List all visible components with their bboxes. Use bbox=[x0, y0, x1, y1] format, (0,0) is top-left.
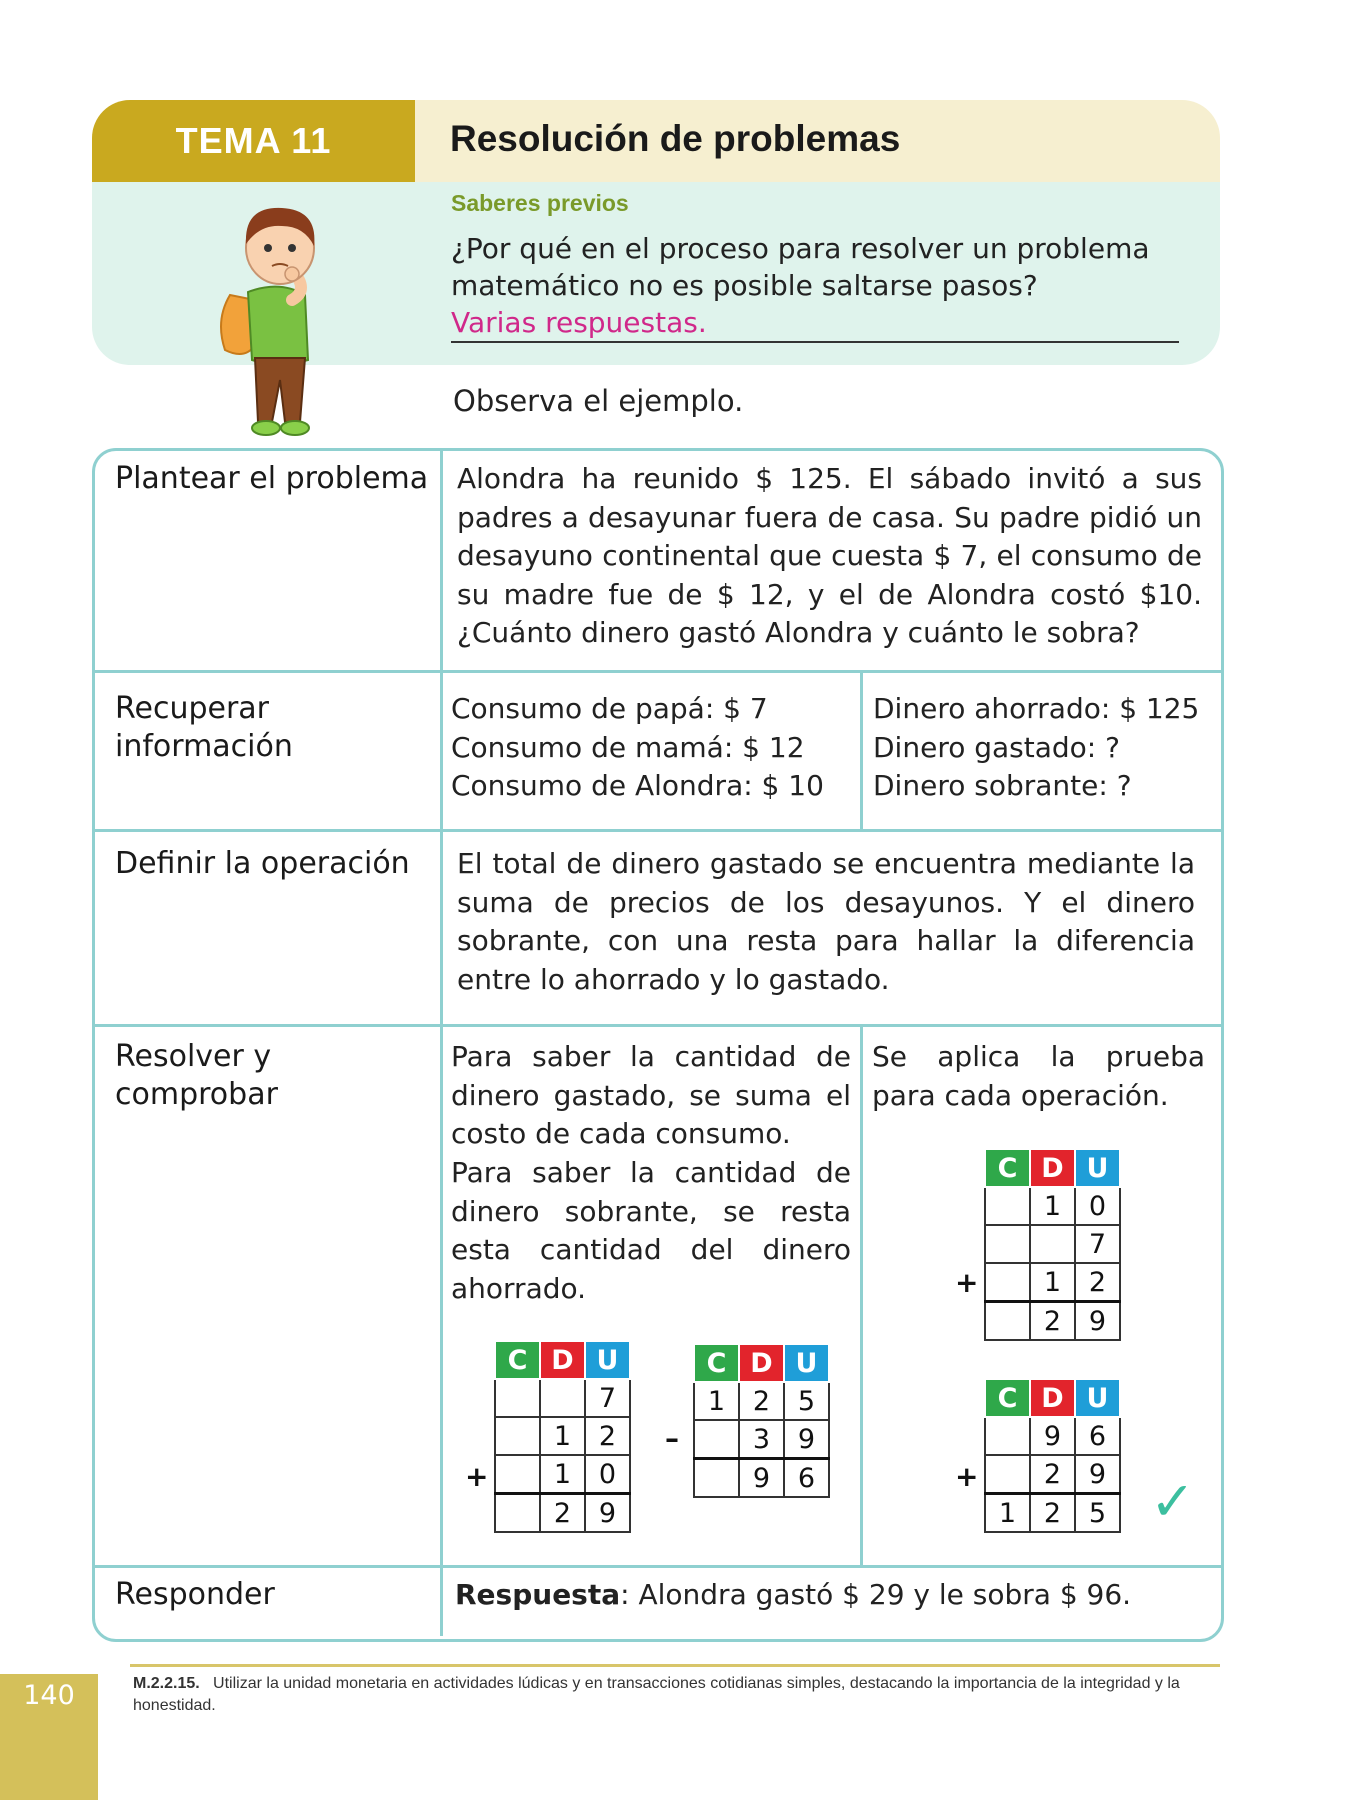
money-item: Dinero sobrante: ? bbox=[873, 769, 1132, 802]
step-recuperar-label: Recuperar información bbox=[115, 691, 293, 764]
money-item: Dinero ahorrado: $ 125 bbox=[873, 692, 1200, 725]
row-divider bbox=[92, 1024, 1221, 1027]
consumption-list bbox=[451, 690, 824, 806]
check-sum-grid: C D U 1 0 7 1 2 2 9 bbox=[984, 1148, 1121, 1341]
consumption-item: Consumo de Alondra: $ 10 bbox=[451, 769, 824, 802]
check-explanation: Se aplica la prueba para cada operación. bbox=[872, 1040, 1205, 1112]
thinking-boy-illustration bbox=[200, 200, 360, 440]
plus-sign: + bbox=[955, 1266, 979, 1299]
operation-definition: El total de dinero gastado se encuentra mediante la suma de precios de los desayunos. Y el dinero sobrante, con una resta para hallar la diferencia entre lo ahorrado y lo gastado. bbox=[457, 847, 1195, 996]
subtraction-grid: C D U 1 2 5 3 9 9 6 bbox=[693, 1343, 830, 1498]
column-divider bbox=[860, 1024, 863, 1565]
step-plantear-label: Plantear el problema bbox=[115, 461, 429, 496]
sum-grid: C D U 7 1 2 1 0 2 9 bbox=[494, 1340, 631, 1533]
instruction-text: Observa el ejemplo. bbox=[453, 384, 744, 418]
page-number: 140 bbox=[0, 1674, 98, 1800]
check-icon: ✓ bbox=[1150, 1470, 1196, 1533]
plus-sign: + bbox=[465, 1460, 489, 1493]
page-title: Resolución de problemas bbox=[450, 118, 901, 159]
prior-knowledge-label: Saberes previos bbox=[451, 190, 629, 216]
consumption-item: Consumo de papá: $ 7 bbox=[451, 692, 768, 725]
final-answer: Respuesta: Alondra gastó $ 29 y le sobra $ 96. bbox=[455, 1578, 1132, 1611]
problem-statement: Alondra ha reunido $ 125. El sábado invitó a sus padres a desayunar fuera de casa. Su padre pidió un desayuno continental que cuesta $ 7, el consumo de su madre fue de $ 12, y el de Alondra costó $10. ¿Cuánto dinero gastó Alondra y cuánto le sobra? bbox=[457, 462, 1202, 649]
plus-sign: + bbox=[955, 1460, 979, 1493]
row-divider bbox=[92, 670, 1221, 673]
column-divider bbox=[440, 450, 443, 1636]
row-divider bbox=[92, 1565, 1221, 1568]
subtraction-explanation: Para saber la cantidad de dinero sobrante, se resta esta cantidad del dinero ahorrado. bbox=[451, 1156, 851, 1305]
step-definir-label: Definir la operación bbox=[115, 846, 410, 881]
sum-explanation: Para saber la cantidad de dinero gastado, se suma el costo de cada consumo. bbox=[451, 1040, 851, 1150]
prior-knowledge-answer: Varias respuestas. bbox=[451, 306, 1179, 343]
curriculum-note: M.2.2.15. Utilizar la unidad monetaria en actividades lúdicas y en transacciones cotidianas simples, destacando la importancia de la integridad y la honestidad. bbox=[133, 1675, 1180, 1714]
prior-knowledge-question: ¿Por qué en el proceso para resolver un problema matemático no es posible saltarse pasos? bbox=[451, 232, 1150, 302]
step-resolver-label: Resolver y comprobar bbox=[115, 1039, 278, 1112]
tema-label: TEMA 11 bbox=[92, 100, 415, 182]
money-list bbox=[873, 690, 1199, 806]
step-responder-label: Responder bbox=[115, 1577, 275, 1612]
money-item: Dinero gastado: ? bbox=[873, 730, 1120, 764]
footer-divider bbox=[130, 1664, 1220, 1667]
column-divider bbox=[860, 670, 863, 830]
minus-sign: – bbox=[665, 1422, 679, 1455]
row-divider bbox=[92, 829, 1221, 832]
check-addition-grid: C D U 9 6 2 9 1 2 5 bbox=[984, 1378, 1121, 1533]
consumption-item: Consumo de mamá: $ 12 bbox=[451, 730, 805, 764]
